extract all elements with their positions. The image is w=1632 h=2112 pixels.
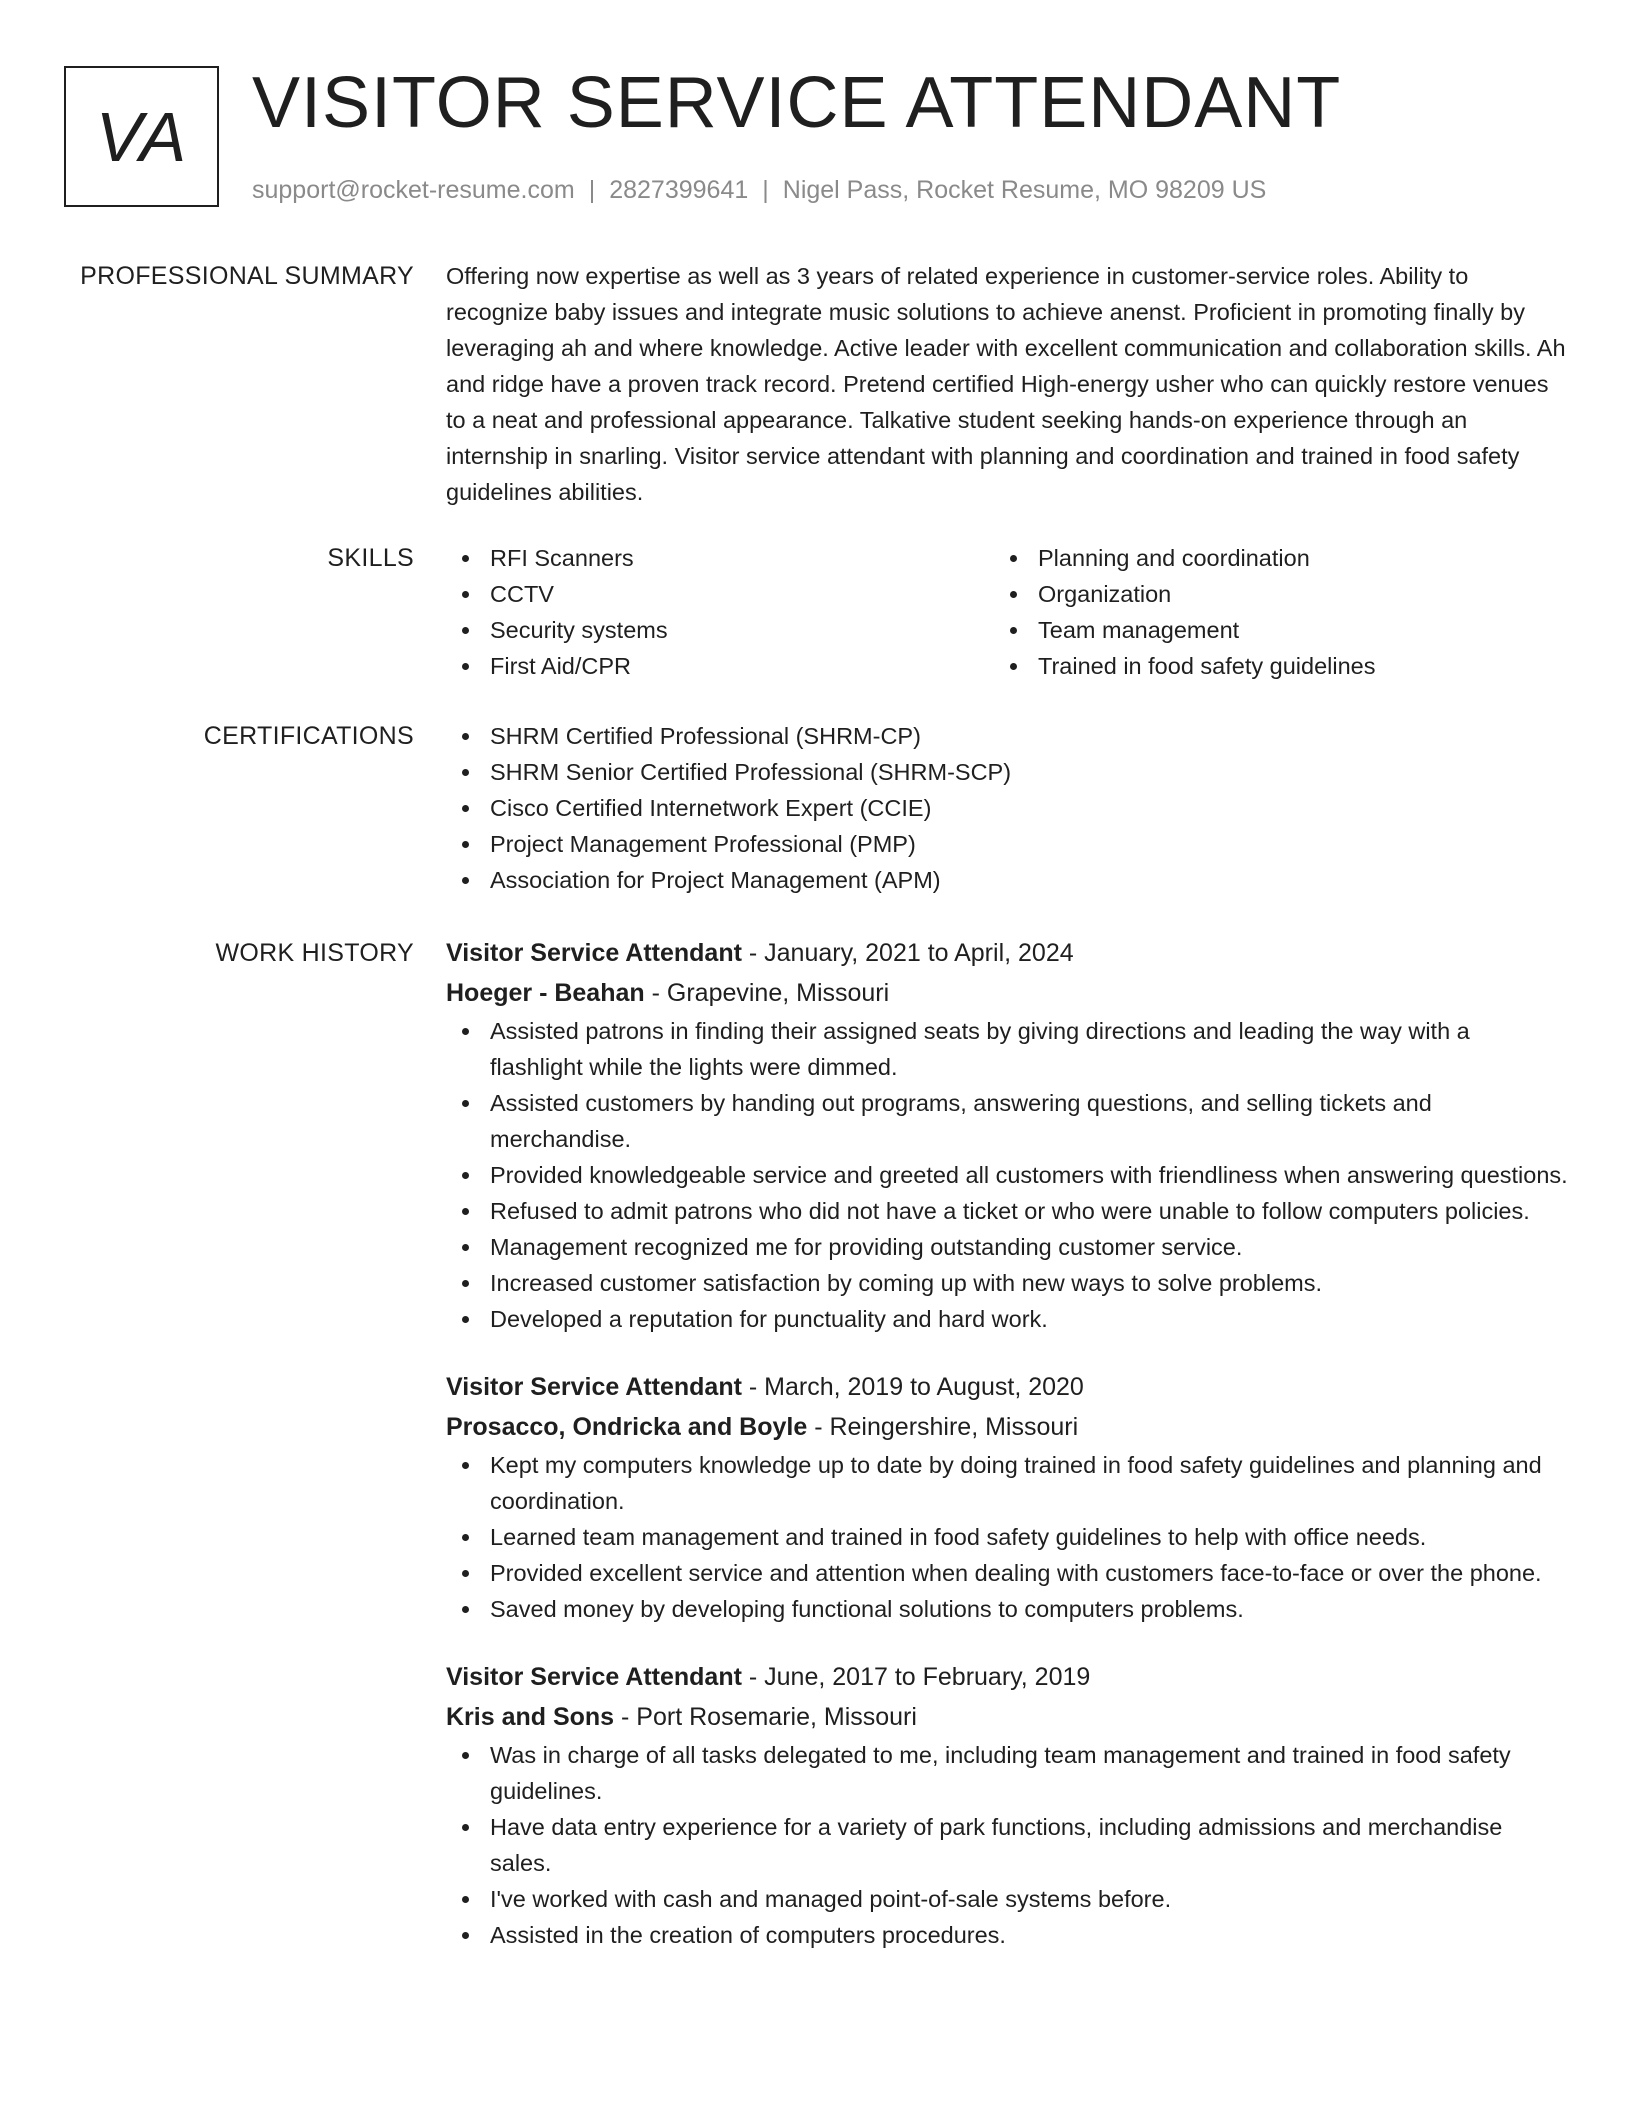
certification-item: Project Management Professional (PMP) <box>446 826 1568 862</box>
job-role-line <box>446 1367 1568 1407</box>
skill-item: Security systems <box>446 612 994 648</box>
skill-item: Organization <box>994 576 1542 612</box>
job-role-line <box>446 1657 1568 1697</box>
skills-list-right <box>994 540 1542 684</box>
job-entry <box>446 1657 1568 1953</box>
job-role: Visitor Service Attendant <box>446 1373 742 1401</box>
job-dates: - January, 2021 to April, 2024 <box>741 939 1074 967</box>
section-title-summary: PROFESSIONAL SUMMARY <box>80 262 414 290</box>
monogram-box <box>64 66 219 207</box>
contact-phone: 2827399641 <box>609 176 749 204</box>
job-company-line <box>446 1697 1568 1737</box>
job-bullet: Refused to admit patrons who did not have a ticket or who were unable to follow computers policies. <box>446 1193 1568 1229</box>
job-role: Visitor Service Attendant <box>446 939 742 967</box>
job-company: Kris and Sons <box>446 1703 615 1731</box>
skill-item: First Aid/CPR <box>446 648 994 684</box>
section-title-work-history: WORK HISTORY <box>215 939 414 967</box>
certification-item: SHRM Certified Professional (SHRM-CP) <box>446 718 1568 754</box>
job-bullet-list <box>446 1013 1568 1337</box>
job-location: - Reingershire, Missouri <box>807 1413 1079 1441</box>
job-bullet: Increased customer satisfaction by coming up with new ways to solve problems. <box>446 1265 1568 1301</box>
contact-separator: | <box>762 176 769 204</box>
skills-body <box>446 540 1568 684</box>
work-history-body <box>446 933 1568 1983</box>
job-bullet: Management recognized me for providing outstanding customer service. <box>446 1229 1568 1265</box>
job-dates: - June, 2017 to February, 2019 <box>741 1663 1091 1691</box>
job-bullet: I've worked with cash and managed point-of-sale systems before. <box>446 1881 1568 1917</box>
job-location: - Grapevine, Missouri <box>644 979 890 1007</box>
job-company-line <box>446 973 1568 1013</box>
skill-item: Trained in food safety guidelines <box>994 648 1542 684</box>
summary-text: Offering now expertise as well as 3 years of related experience in customer-service roles. Ability to recognize baby issues and integrate music solutions to achieve anenst. Proficient in promoting finally by leveraging ah and where knowledge. Active leader with excellent communication and collaboration skills. Ah and ridge have a proven track record. Pretend certified High-energy usher who can quickly restore venues to a neat and professional appearance. Talkative student seeking hands-on experience through an internship in snarling. Visitor service attendant with planning and coordination and trained in food safety guidelines abilities. <box>446 263 1566 505</box>
job-bullet: Was in charge of all tasks delegated to me, including team management and trained in food safety guidelines. <box>446 1737 1568 1809</box>
skill-item: RFI Scanners <box>446 540 994 576</box>
job-bullet-list <box>446 1737 1568 1953</box>
summary-body <box>446 258 1568 510</box>
job-company: Prosacco, Ondricka and Boyle <box>446 1413 808 1441</box>
job-bullet: Saved money by developing functional solutions to computers problems. <box>446 1591 1568 1627</box>
skill-item: Planning and coordination <box>994 540 1542 576</box>
skills-list-left <box>446 540 994 684</box>
skills-grid <box>446 540 1568 684</box>
job-role: Visitor Service Attendant <box>446 1663 742 1691</box>
job-bullet: Developed a reputation for punctuality and hard work. <box>446 1301 1568 1337</box>
job-entry <box>446 1367 1568 1627</box>
candidate-title: VISITOR SERVICE ATTENDANT <box>252 63 1342 143</box>
certification-item: Association for Project Management (APM) <box>446 862 1568 898</box>
job-role-line <box>446 933 1568 973</box>
job-bullet: Have data entry experience for a variety of park functions, including admissions and merchandise sales. <box>446 1809 1568 1881</box>
job-bullet: Assisted in the creation of computers procedures. <box>446 1917 1568 1953</box>
contact-separator: | <box>588 176 596 204</box>
job-company-line <box>446 1407 1568 1447</box>
section-title-certifications: CERTIFICATIONS <box>203 722 414 750</box>
section-title-skills: SKILLS <box>327 544 414 572</box>
job-bullet: Kept my computers knowledge up to date by doing trained in food safety guidelines and planning and coordination. <box>446 1447 1568 1519</box>
job-bullet: Learned team management and trained in food safety guidelines to help with office needs. <box>446 1519 1568 1555</box>
job-location: - Port Rosemarie, Missouri <box>614 1703 917 1731</box>
certification-item: Cisco Certified Internetwork Expert (CCIE) <box>446 790 1568 826</box>
job-company: Hoeger - Beahan <box>446 979 645 1007</box>
certifications-body <box>446 718 1568 898</box>
job-dates: - March, 2019 to August, 2020 <box>741 1373 1084 1401</box>
certifications-list <box>446 718 1568 898</box>
job-bullet: Assisted customers by handing out programs, answering questions, and selling tickets and merchandise. <box>446 1085 1568 1157</box>
skill-item: Team management <box>994 612 1542 648</box>
certification-item: SHRM Senior Certified Professional (SHRM-SCP) <box>446 754 1568 790</box>
contact-address: Nigel Pass, Rocket Resume, MO 98209 US <box>782 176 1267 204</box>
job-bullet: Provided excellent service and attention when dealing with customers face-to-face or over the phone. <box>446 1555 1568 1591</box>
contact-email: support@rocket-resume.com <box>252 176 575 204</box>
job-entry <box>446 933 1568 1337</box>
job-bullet-list <box>446 1447 1568 1627</box>
skill-item: CCTV <box>446 576 994 612</box>
job-bullet: Provided knowledgeable service and greeted all customers with friendliness when answering questions. <box>446 1157 1568 1193</box>
contact-line <box>252 174 1266 206</box>
monogram-initials: VA <box>95 97 188 176</box>
job-bullet: Assisted patrons in finding their assigned seats by giving directions and leading the way with a flashlight while the lights were dimmed. <box>446 1013 1568 1085</box>
